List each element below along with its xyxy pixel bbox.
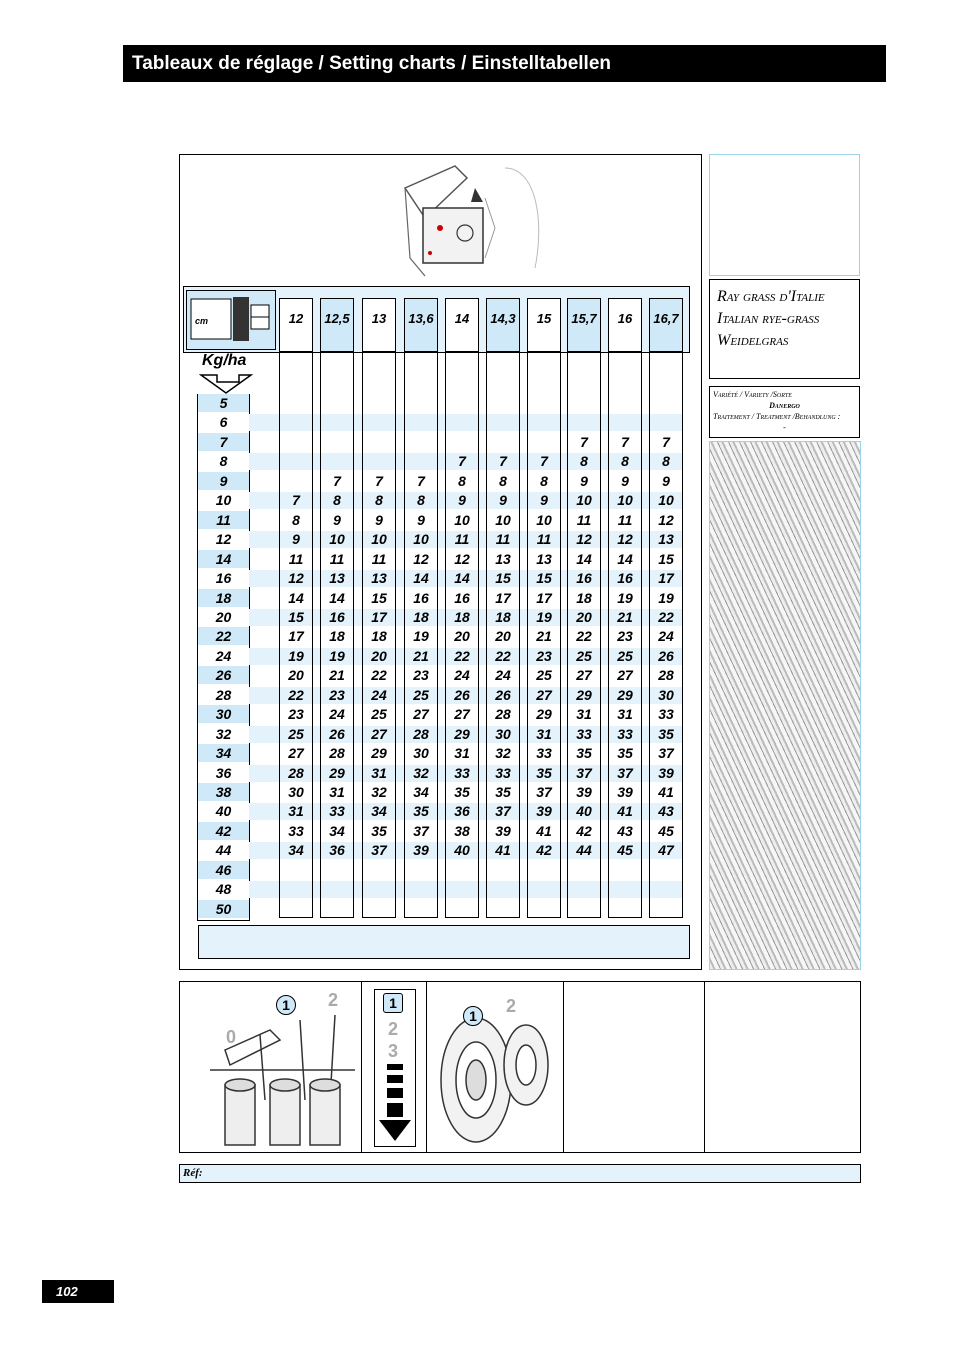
table-cell: 24 (454, 667, 470, 684)
table-cell: 19 (413, 628, 429, 645)
seed-photo (709, 441, 861, 970)
table-cell: 13 (658, 531, 674, 548)
column-header: 13 (363, 299, 395, 352)
table-cell: 47 (658, 842, 674, 859)
table-cell: 22 (658, 608, 674, 625)
table-cell: 19 (288, 647, 304, 664)
rate-value: 26 (198, 666, 249, 684)
rate-value: 12 (198, 530, 249, 548)
table-cell: 12 (576, 531, 592, 548)
rate-value: 7 (198, 433, 249, 451)
table-cell: 14 (413, 570, 429, 587)
table-cell: 42 (576, 822, 592, 839)
treatment-label: Traitement / Treatment /Behandlung : (713, 412, 841, 421)
table-cell: 39 (495, 822, 511, 839)
table-cell: 22 (454, 647, 470, 664)
table-cell: 15 (658, 550, 674, 567)
table-cell: 33 (329, 803, 345, 820)
side-blank-box (709, 154, 860, 276)
variety-label: Variété / Variety /Sorte (713, 390, 792, 399)
table-cell: 41 (536, 822, 552, 839)
table-cell: 19 (617, 589, 633, 606)
table-cell: 10 (536, 511, 552, 528)
table-cell: 21 (413, 647, 429, 664)
table-cell: 31 (371, 764, 387, 781)
table-cell: 35 (454, 784, 470, 800)
table-cell: 23 (288, 706, 304, 723)
table-cell: 9 (499, 492, 507, 509)
table-cell: 28 (288, 764, 304, 781)
table-cell: 11 (495, 531, 511, 548)
table-cell: 7 (417, 472, 425, 489)
table-cell: 7 (621, 433, 629, 450)
rate-value: 36 (198, 764, 249, 782)
table-cell: 16 (617, 570, 633, 587)
table-cell: 26 (454, 686, 470, 703)
table-cell: 21 (329, 667, 345, 684)
table-cell: 33 (495, 764, 511, 781)
table-cell: 32 (371, 784, 387, 800)
table-cell: 11 (329, 550, 345, 567)
table-cell: 45 (658, 822, 674, 839)
metering-icon (187, 291, 275, 349)
table-cell: 9 (621, 472, 629, 489)
rate-value: 42 (198, 822, 249, 840)
table-cell: 24 (658, 628, 674, 645)
table-cell: 10 (495, 511, 511, 528)
table-cell: 9 (375, 511, 383, 528)
table-cell: 13 (495, 550, 511, 567)
column-header: 15,7 (568, 299, 600, 352)
table-cell: 34 (329, 822, 345, 839)
table-cell: 37 (658, 745, 674, 762)
table-cell: 14 (576, 550, 592, 567)
table-cell: 18 (576, 589, 592, 606)
rate-value: 32 (198, 725, 249, 743)
table-cell: 26 (329, 725, 345, 742)
table-cell: 10 (454, 511, 470, 528)
table-cell: 45 (617, 842, 633, 859)
table-cell: 38 (454, 822, 470, 839)
table-cell: 23 (536, 647, 552, 664)
table-cell: 32 (413, 764, 429, 781)
table-cell: 10 (413, 531, 429, 548)
table-cell: 35 (576, 745, 592, 762)
table-cell: 17 (495, 589, 511, 606)
rate-value: 28 (198, 686, 249, 704)
table-cell: 8 (621, 453, 629, 470)
table-cell: 17 (536, 589, 552, 606)
table-cell: 11 (288, 550, 304, 567)
table-cell: 25 (617, 647, 633, 664)
notes-strip (198, 925, 690, 959)
gear-position-2: 2 (388, 1019, 399, 1039)
species-name-de: Weidelgras (717, 332, 789, 349)
lever-position-1: 1 (276, 995, 296, 1015)
table-cell: 33 (454, 764, 470, 781)
variety-value: Danergo (769, 401, 800, 410)
table-cell: 24 (329, 706, 345, 723)
table-cell: 31 (454, 745, 470, 762)
table-cell: 27 (576, 667, 592, 684)
table-cell: 24 (371, 686, 387, 703)
table-cell: 37 (371, 842, 387, 859)
table-cell: 13 (329, 570, 345, 587)
table-cell: 37 (495, 803, 511, 820)
wheel-illustration (436, 1010, 556, 1150)
table-cell: 35 (658, 725, 674, 742)
svg-text:cm: cm (195, 316, 209, 326)
table-cell: 34 (288, 842, 304, 859)
table-cell: 41 (495, 842, 511, 859)
table-cell: 28 (413, 725, 429, 742)
table-cell: 15 (495, 570, 511, 587)
rate-value: 5 (198, 394, 249, 412)
column-header: 16,7 (650, 299, 682, 352)
table-cell: 20 (495, 628, 511, 645)
table-cell: 8 (333, 492, 341, 509)
table-cell: 8 (540, 472, 548, 489)
table-cell: 8 (292, 511, 300, 528)
table-cell: 8 (499, 472, 507, 489)
table-cell: 8 (580, 453, 588, 470)
table-cell: 12 (288, 570, 304, 587)
table-cell: 9 (540, 492, 548, 509)
column-header: 14 (446, 299, 478, 352)
table-cell: 11 (617, 511, 633, 528)
table-cell: 25 (288, 725, 304, 742)
table-cell: 7 (499, 453, 507, 470)
table-cell: 8 (458, 472, 466, 489)
table-cell: 10 (658, 492, 674, 509)
table-cell: 26 (495, 686, 511, 703)
table-cell: 37 (617, 764, 633, 781)
table-cell: 39 (658, 764, 674, 781)
rate-value: 9 (198, 472, 249, 490)
table-cell: 14 (329, 589, 345, 606)
divider (426, 981, 427, 1153)
table-cell: 27 (536, 686, 552, 703)
column-header: 16 (609, 299, 641, 352)
column-header: 12 (280, 299, 312, 352)
table-cell: 43 (658, 803, 674, 820)
lever-position-2: 2 (328, 990, 339, 1010)
table-cell: 11 (536, 531, 552, 548)
table-cell: 10 (617, 492, 633, 509)
table-cell: 11 (454, 531, 470, 548)
table-cell: 22 (288, 686, 304, 703)
table-cell: 24 (495, 667, 511, 684)
rate-value: 44 (198, 841, 249, 859)
rate-value: 40 (198, 802, 249, 820)
table-cell: 27 (371, 725, 387, 742)
variety-box (709, 386, 860, 438)
table-cell: 18 (495, 608, 511, 625)
table-cell: 25 (413, 686, 429, 703)
table-cell: 22 (371, 667, 387, 684)
rate-value: 8 (198, 452, 249, 470)
table-cell: 35 (536, 764, 552, 781)
divider (361, 981, 362, 1153)
species-box (709, 279, 860, 379)
table-cell: 9 (580, 472, 588, 489)
table-cell: 12 (413, 550, 429, 567)
rate-value: 16 (198, 569, 249, 587)
table-cell: 19 (329, 647, 345, 664)
divider (563, 981, 564, 1153)
table-cell: 34 (371, 803, 387, 820)
table-cell: 25 (371, 706, 387, 723)
table-cell: 30 (495, 725, 511, 742)
table-cell: 20 (576, 608, 592, 625)
column-header: 15 (528, 299, 560, 352)
page-title: Tableaux de réglage / Setting charts / Einstelltabellen (123, 45, 886, 82)
treatment-value: - (783, 423, 786, 432)
table-cell: 27 (413, 706, 429, 723)
rate-value: 6 (198, 413, 249, 431)
table-cell: 9 (458, 492, 466, 509)
table-cell: 10 (329, 531, 345, 548)
table-cell: 13 (371, 570, 387, 587)
column-header: 13,6 (405, 299, 437, 352)
table-cell: 36 (454, 803, 470, 820)
table-cell: 33 (288, 822, 304, 839)
table-cell: 18 (454, 608, 470, 625)
seed-drill-illustration (385, 158, 560, 282)
table-cell: 9 (662, 472, 670, 489)
gear-position-3: 3 (388, 1041, 399, 1061)
table-cell: 43 (617, 822, 633, 839)
table-cell: 22 (495, 647, 511, 664)
rate-value: 46 (198, 861, 249, 879)
table-cell: 8 (375, 492, 383, 509)
table-cell: 33 (576, 725, 592, 742)
table-cell: 23 (617, 628, 633, 645)
arrow-down-icon (199, 373, 253, 395)
lever-position-0: 0 (226, 1027, 237, 1047)
table-cell: 17 (371, 608, 387, 625)
table-cell: 12 (454, 550, 470, 567)
table-cell: 19 (536, 608, 552, 625)
table-cell: 35 (371, 822, 387, 839)
table-cell: 36 (329, 842, 345, 859)
table-cell: 7 (662, 433, 670, 450)
table-cell: 40 (576, 803, 592, 820)
table-cell: 27 (288, 745, 304, 762)
rate-value: 11 (198, 511, 249, 529)
column-header: 12,5 (321, 299, 353, 352)
table-cell: 29 (454, 725, 470, 742)
table-cell: 14 (617, 550, 633, 567)
table-cell: 21 (617, 608, 633, 625)
table-cell: 16 (413, 589, 429, 606)
table-cell: 10 (576, 492, 592, 509)
rate-value: 34 (198, 744, 249, 762)
table-cell: 29 (536, 706, 552, 723)
arrow-down-icon (378, 1062, 412, 1144)
table-cell: 9 (417, 511, 425, 528)
table-cell: 7 (580, 433, 588, 450)
table-cell: 28 (495, 706, 511, 723)
table-cell: 7 (292, 492, 300, 509)
table-cell: 28 (658, 667, 674, 684)
rate-value: 24 (198, 647, 249, 665)
table-cell: 18 (329, 628, 345, 645)
table-cell: 20 (454, 628, 470, 645)
table-cell: 40 (454, 842, 470, 859)
rate-value: 38 (198, 783, 249, 801)
table-cell: 33 (658, 706, 674, 723)
table-cell: 26 (658, 647, 674, 664)
table-cell: 20 (288, 667, 304, 684)
rate-value: 30 (198, 705, 249, 723)
table-cell: 15 (288, 608, 304, 625)
table-cell: 7 (458, 453, 466, 470)
table-cell: 14 (454, 570, 470, 587)
rate-value: 48 (198, 880, 249, 898)
table-cell: 12 (617, 531, 633, 548)
table-cell: 44 (576, 842, 592, 859)
table-cell: 30 (413, 745, 429, 762)
reference-field: Réf: (179, 1164, 861, 1183)
table-cell: 42 (536, 842, 552, 859)
table-cell: 29 (371, 745, 387, 762)
table-cell: 7 (540, 453, 548, 470)
table-cell: 39 (413, 842, 429, 859)
table-cell: 7 (375, 472, 383, 489)
table-cell: 18 (413, 608, 429, 625)
table-cell: 41 (617, 803, 633, 820)
page-number: 102 (42, 1280, 114, 1303)
table-cell: 19 (658, 589, 674, 606)
table-cell: 21 (536, 628, 552, 645)
rate-value: 18 (198, 589, 249, 607)
table-cell: 27 (617, 667, 633, 684)
table-cell: 30 (658, 686, 674, 703)
table-cell: 28 (329, 745, 345, 762)
rate-value: 14 (198, 550, 249, 568)
table-cell: 29 (576, 686, 592, 703)
table-cell: 12 (658, 511, 674, 528)
table-cell: 13 (536, 550, 552, 567)
table-cell: 17 (288, 628, 304, 645)
table-cell: 31 (288, 803, 304, 820)
table-cell: 29 (329, 764, 345, 781)
table-cell: 11 (371, 550, 387, 567)
table-cell: 31 (576, 706, 592, 723)
table-cell: 23 (329, 686, 345, 703)
table-cell: 37 (536, 784, 552, 800)
table-cell: 39 (617, 784, 633, 800)
wheel-position-1: 1 (463, 1006, 483, 1026)
table-cell: 39 (536, 803, 552, 820)
table-cell: 9 (292, 531, 300, 548)
table-cell: 39 (576, 784, 592, 800)
table-cell: 37 (413, 822, 429, 839)
rate-value: 10 (198, 491, 249, 509)
table-cell: 30 (288, 784, 304, 800)
table-cell: 7 (333, 472, 341, 489)
table-cell: 11 (576, 511, 592, 528)
table-cell: 35 (495, 784, 511, 800)
table-cell: 34 (413, 784, 429, 800)
table-cell: 25 (536, 667, 552, 684)
species-name-en: Italian rye-grass (717, 310, 820, 327)
column-header: 14,3 (487, 299, 519, 352)
species-name-fr: Ray grass d'Italie (717, 288, 825, 305)
table-cell: 17 (658, 570, 674, 587)
table-cell: 31 (536, 725, 552, 742)
table-cell: 32 (495, 745, 511, 762)
table-cell: 22 (576, 628, 592, 645)
unit-label: Kg/ha (202, 352, 247, 369)
table-cell: 14 (288, 589, 304, 606)
table-cell: 8 (662, 453, 670, 470)
table-cell: 35 (413, 803, 429, 820)
table-cell: 29 (617, 686, 633, 703)
table-cell: 16 (454, 589, 470, 606)
table-cell: 20 (371, 647, 387, 664)
table-cell: 31 (617, 706, 633, 723)
table-cell: 10 (371, 531, 387, 548)
table-cell: 15 (536, 570, 552, 587)
table-cell: 33 (536, 745, 552, 762)
table-cell: 23 (413, 667, 429, 684)
table-cell: 41 (658, 784, 674, 800)
table-cell: 9 (333, 511, 341, 528)
table-cell: 8 (417, 492, 425, 509)
table-cell: 27 (454, 706, 470, 723)
setting-icon-box (186, 290, 276, 350)
table-cell: 16 (576, 570, 592, 587)
rate-value: 50 (198, 900, 249, 918)
rate-value: 22 (198, 627, 249, 645)
wheel-position-2: 2 (506, 996, 517, 1016)
table-cell: 15 (371, 589, 387, 606)
table-cell: 16 (329, 608, 345, 625)
table-cell: 37 (576, 764, 592, 781)
table-cell: 18 (371, 628, 387, 645)
table-cell: 33 (617, 725, 633, 742)
divider (704, 981, 705, 1153)
table-cell: 31 (329, 784, 345, 800)
rate-value: 20 (198, 608, 249, 626)
gear-position-1: 1 (383, 993, 403, 1013)
table-cell: 35 (617, 745, 633, 762)
table-cell: 25 (576, 647, 592, 664)
